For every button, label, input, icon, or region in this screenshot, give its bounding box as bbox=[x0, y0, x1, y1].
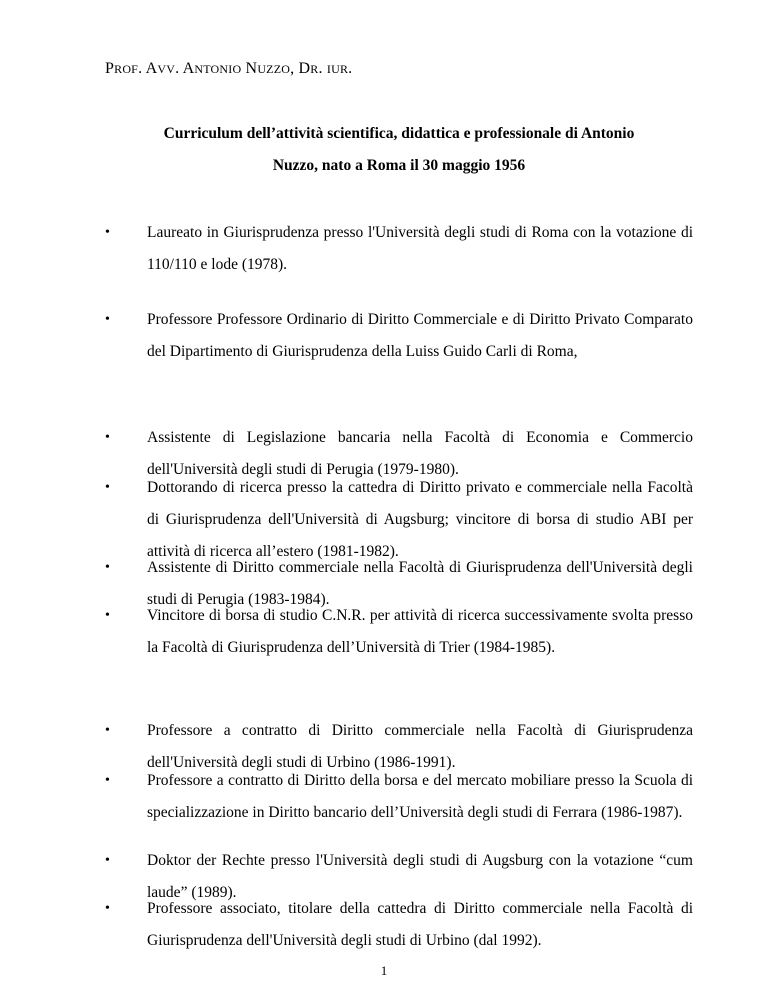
list-item-text: Professore a contratto di Diritto della borsa e del mercato mobiliare presso la Scuola di specializzazione in Diritto bancario dell’Università degli studi di Ferrara (1986-1987). bbox=[147, 772, 693, 821]
header-part: . ANTONIO bbox=[175, 60, 242, 77]
list-item-text: Assistente di Legislazione bancaria nella Facoltà di Economia e Commercio dell'Università degli studi di Perugia (1979-1980). bbox=[147, 429, 693, 478]
header-part: , DR bbox=[290, 60, 319, 77]
header-part: . IUR bbox=[318, 60, 349, 77]
list-item-text: Doktor der Rechte presso l'Università degli studi di Augsburg con la votazione “cum laude” (1989). bbox=[147, 852, 693, 901]
bullet-icon: • bbox=[105, 773, 110, 788]
header-part: . AVV bbox=[138, 60, 176, 77]
bullet-icon: • bbox=[105, 312, 110, 327]
list-item-text: Dottorando di ricerca presso la cattedra di Diritto privato e commerciale nella Facoltà di Giurisprudenza dell'Università di Augsburg; vincitore di borsa di studio ABI per attività di ricerca all’estero (1981-1982). bbox=[147, 479, 693, 560]
page-number: 1 bbox=[380, 963, 388, 978]
bullet-icon: • bbox=[105, 901, 110, 916]
list-item-text: Professore a contratto di Diritto commerciale nella Facoltà di Giurisprudenza dell'Università degli studi di Urbino (1986-1991). bbox=[147, 722, 693, 771]
list-item-text: Assistente di Diritto commerciale nella Facoltà di Giurisprudenza dell'Università degli studi di Perugia (1983-1984). bbox=[147, 559, 693, 608]
list-item-text: Professore associato, titolare della cattedra di Diritto commerciale nella Facoltà di Giurisprudenza dell'Università degli studi di Urbino (dal 1992). bbox=[147, 900, 693, 949]
bullet-icon: • bbox=[105, 225, 110, 240]
header-part: NUZZO bbox=[241, 60, 291, 77]
title-line-1: Curriculum dell’attività scientifica, didattica e professionale di Antonio bbox=[163, 125, 635, 142]
header-part: . bbox=[348, 60, 353, 77]
bullet-icon: • bbox=[105, 430, 110, 445]
list-item-text: Vincitore di borsa di studio C.N.R. per attività di ricerca successivamente svolta presso la Facoltà di Giurisprudenza dell’Università di Trier (1984-1985). bbox=[147, 607, 693, 656]
bullet-icon: • bbox=[105, 560, 110, 575]
bullet-icon: • bbox=[105, 608, 110, 623]
list-item-text: Professore Professore Ordinario di Diritto Commerciale e di Diritto Privato Comparato del Dipartimento di Giurisprudenza della Luiss Guido Carli di Roma, bbox=[147, 311, 693, 360]
bullet-icon: • bbox=[105, 853, 110, 868]
list-item-text: Laureato in Giurisprudenza presso l'Università degli studi di Roma con la votazione di 110/110 e lode (1978). bbox=[147, 224, 693, 273]
bullet-icon: • bbox=[105, 723, 110, 738]
bullet-icon: • bbox=[105, 480, 110, 495]
header-part: PROF bbox=[105, 60, 139, 77]
title-line-2: Nuzzo, nato a Roma il 30 maggio 1956 bbox=[272, 157, 526, 174]
